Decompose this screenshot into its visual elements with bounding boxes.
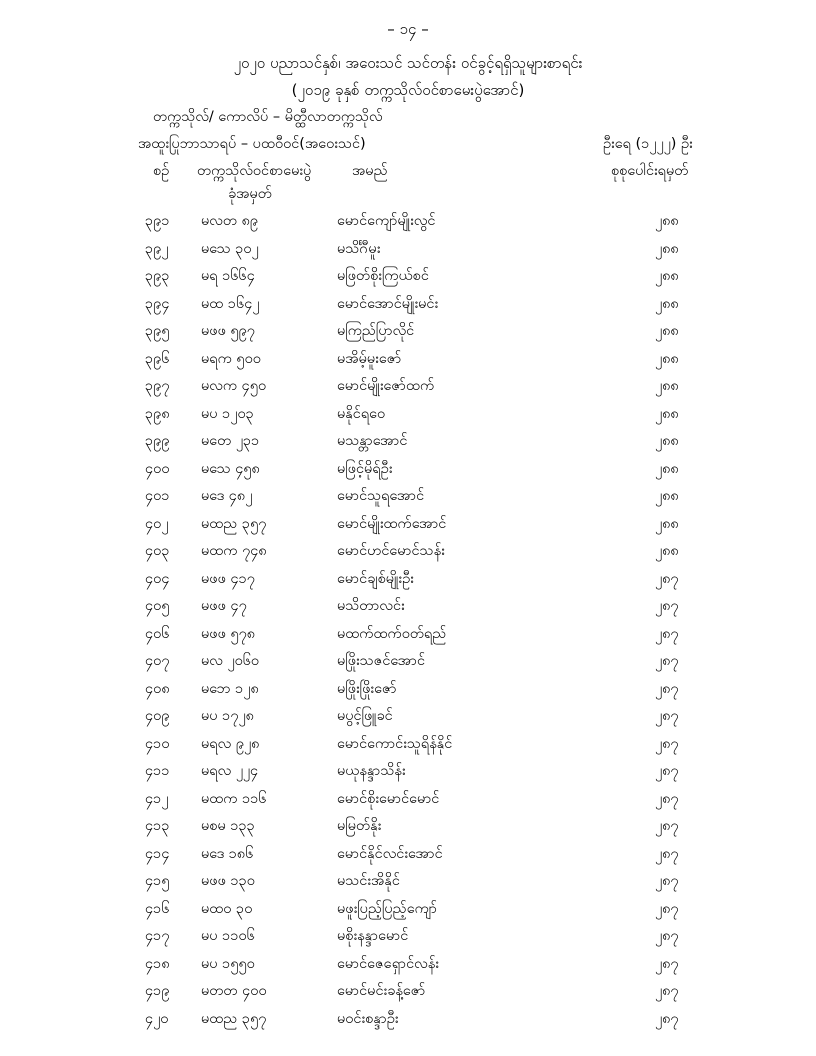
roll-number-cell: မတတ ၄၀၀: [201, 983, 267, 999]
table-row: [0, 707, 816, 735]
name-cell: မောင်အောင်မျိုးမင်း: [337, 295, 439, 312]
roll-number-cell: မလတ ၈၉: [201, 213, 259, 229]
table-row: [0, 845, 816, 873]
name-cell: မောင်မျိုးထက်အောင်: [337, 515, 447, 532]
name-cell: မထက်ထက်ဝတ်ရည်: [337, 625, 447, 642]
serial-cell: ၄၀၅: [145, 598, 170, 614]
name-cell: မအိမ့်မူးဇော်: [337, 350, 402, 367]
roll-number-cell: မဒေ ၄၈၂: [201, 488, 253, 504]
roll-number-cell: မဒေ ၁၈၆: [201, 845, 254, 862]
roll-number-cell: မရက ၅၀၀: [201, 350, 261, 367]
score-cell: ၂၈၇: [655, 570, 679, 587]
serial-cell: ၄၁၂: [145, 790, 169, 807]
name-cell: မောင်ကျော်မျိုးလွင်: [337, 213, 436, 229]
name-cell: မဖြိုးဖြိုးဇော်: [337, 680, 397, 697]
serial-cell: ၄၀၄: [145, 570, 170, 587]
table-row: [0, 927, 816, 955]
table-row: [0, 790, 816, 818]
score-cell: ၂၈၇: [655, 845, 679, 862]
serial-cell: ၃၉၃: [145, 268, 170, 284]
table-row: [0, 405, 816, 433]
score-cell: ၂၈၈: [655, 268, 679, 284]
header-roll-number-line2: ခုံအမှတ်: [228, 186, 272, 202]
score-cell: ၂၈၇: [655, 680, 679, 697]
serial-cell: ၃၉၈: [145, 405, 170, 422]
score-cell: ၂၈၈: [655, 488, 679, 504]
serial-cell: ၄၁၆: [145, 900, 170, 917]
roll-number-cell: မဖဖ ၅၉၇: [201, 323, 255, 339]
table-row: [0, 872, 816, 900]
serial-cell: ၄၀၈: [145, 680, 170, 697]
score-cell: ၂၈၇: [655, 900, 679, 917]
name-cell: မသိင်္ဂီမူး: [337, 240, 381, 257]
table-row: [0, 955, 816, 983]
roll-number-cell: မလက ၄၅၀: [201, 378, 267, 394]
roll-number-cell: မပ ၁၂၀၃: [201, 405, 254, 422]
table-row: [0, 267, 816, 295]
table-row: [0, 982, 816, 1010]
score-cell: ၂၈၈: [655, 323, 679, 339]
score-cell: ၂၈၈: [655, 213, 679, 229]
serial-cell: ၃၉၁: [145, 213, 170, 229]
subject-line: အထူးပြုဘာသာရပ် – ပထဝီဝင်(အဝေးသင်): [138, 136, 366, 152]
table-row: [0, 762, 816, 790]
name-cell: မောင်ဟင်မောင်သန်း: [337, 543, 445, 559]
serial-cell: ၄၀၇: [145, 653, 170, 669]
serial-cell: ၃၉၉: [145, 433, 170, 449]
name-cell: မကြည်ပြာလိုင်: [337, 323, 415, 339]
name-cell: မသင်းအိနိုင်: [337, 873, 400, 889]
serial-cell: ၃၉၆: [145, 350, 170, 367]
name-cell: မောင်မျိုးဇော်ထက်: [337, 378, 435, 394]
table-row: [0, 212, 816, 240]
name-cell: မဖြင့်မိုရ်ဦး: [337, 460, 393, 477]
score-cell: ၂၈၇: [655, 873, 679, 889]
roll-number-cell: မရလ ၂၂၄: [201, 763, 259, 779]
serial-cell: ၄၁၄: [145, 845, 170, 862]
table-row: [0, 432, 816, 460]
roll-number-cell: မပ ၁၇၂၈: [201, 708, 254, 724]
table-row: [0, 735, 816, 763]
score-cell: ၂၈၈: [655, 295, 679, 312]
table-row: [0, 460, 816, 488]
score-cell: ၂၈၇: [655, 598, 679, 614]
table-row: [0, 597, 816, 625]
roll-number-cell: မပ ၁၅၅၀: [201, 955, 255, 972]
name-cell: မောင်မင်းခန့်ဇော်: [337, 983, 426, 999]
roll-number-cell: မထက ၇၄၈: [201, 543, 267, 559]
roll-number-cell: မထက ၁၁၆: [201, 790, 267, 807]
name-cell: မယုနန္ဒာသိန်း: [337, 763, 406, 779]
name-cell: မမြတ်နိုး: [337, 818, 382, 834]
table-row: [0, 680, 816, 708]
serial-cell: ၄၁၃: [145, 818, 170, 834]
roll-number-cell: မဖဖ ၁၃၀: [201, 873, 255, 889]
roll-number-cell: မဖဖ ၄၇: [201, 598, 247, 614]
results-table: [0, 212, 816, 1037]
serial-cell: ၃၉၄: [145, 295, 170, 312]
header-total-score: စုစုပေါင်းရမှတ်: [611, 163, 689, 179]
serial-cell: ၄၀၆: [145, 625, 170, 642]
roll-number-cell: မစမ ၁၃၃: [201, 818, 255, 834]
score-cell: ၂၈၈: [655, 460, 679, 477]
name-cell: မောင်ဇေရှောင်လန်း: [337, 955, 439, 972]
table-row: [0, 515, 816, 543]
roll-number-cell: မတေ ၂၃၁: [201, 433, 260, 449]
header-name: အမည်: [352, 163, 388, 179]
roll-number-cell: မဖဖ ၅၇၈: [201, 625, 256, 642]
score-cell: ၂၈၇: [655, 735, 679, 752]
serial-cell: ၄၀၂: [145, 515, 169, 532]
score-cell: ၂၈၈: [655, 543, 679, 559]
serial-cell: ၄၁၅: [145, 873, 170, 889]
score-cell: ၂၈၇: [655, 763, 679, 779]
score-cell: ၂၈၇: [655, 625, 679, 642]
name-cell: မစိုးနန္ဒာမောင်: [337, 928, 409, 944]
score-cell: ၂၈၇: [655, 790, 679, 807]
serial-cell: ၄၀၉: [145, 708, 170, 724]
serial-cell: ၄၂၀: [145, 1010, 169, 1027]
name-cell: မဖြိုးသဇင်အောင်: [337, 653, 425, 669]
roll-number-cell: မထ ၁၆၄၂: [201, 295, 260, 312]
roll-number-cell: မထည ၃၅၇: [201, 515, 267, 532]
score-cell: ၂၈၇: [655, 1010, 679, 1027]
score-cell: ၂၈၈: [655, 405, 679, 422]
table-row: [0, 1010, 816, 1038]
total-count: ဦးရေ (၁၂၂၂) ဦး: [603, 136, 693, 152]
table-row: [0, 240, 816, 268]
table-row: [0, 322, 816, 350]
document-title: ၂၀၂၀ ပညာသင်နှစ်၊ အဝေးသင် သင်တန်း ဝင်ခွင့်ရရှိသူများစာရင်း: [233, 54, 583, 72]
page-number: – ၁၄ –: [387, 20, 429, 38]
score-cell: ၂၈၈: [655, 350, 679, 367]
name-cell: မဝင်းစန္ဒာဦး: [337, 1010, 399, 1027]
roll-number-cell: မရလ ၉၂၈: [201, 735, 260, 752]
serial-cell: ၄၁၇: [145, 928, 170, 944]
table-row: [0, 487, 816, 515]
roll-number-cell: မပ ၁၁၀၆: [201, 928, 255, 944]
roll-number-cell: မလ ၂၀၆၀: [201, 653, 260, 669]
name-cell: မသိတာလင်း: [337, 598, 405, 614]
serial-cell: ၄၁၉: [145, 983, 170, 999]
table-row: [0, 900, 816, 928]
score-cell: ၂၈၈: [655, 378, 679, 394]
roll-number-cell: မရ ၁၆၆၄: [201, 268, 255, 284]
score-cell: ၂၈၇: [655, 928, 679, 944]
table-row: [0, 652, 816, 680]
serial-cell: ၄၁၁: [145, 763, 170, 779]
score-cell: ၂၈၇: [655, 653, 679, 669]
document-subtitle: (၂၀၁၉ ခုနှစ် တက္ကသိုလ်ဝင်စာမေးပွဲအောင်): [291, 81, 525, 99]
name-cell: မောင်ချစ်မျိုးဦး: [337, 570, 414, 587]
serial-cell: ၄၁၀: [145, 735, 170, 752]
header-serial: စဉ်: [153, 163, 170, 179]
table-row: [0, 542, 816, 570]
name-cell: မောင်သူရအောင်: [337, 488, 425, 504]
serial-cell: ၄၀၃: [145, 543, 170, 559]
serial-cell: ၃၉၂: [145, 240, 169, 257]
name-cell: မဖူးပြည့်ပြည့်ကျော်: [337, 900, 438, 917]
score-cell: ၂၈၈: [655, 433, 679, 449]
name-cell: မပွင့်ဖြူခင်: [337, 708, 393, 724]
name-cell: မသန္တာအောင်: [337, 433, 408, 449]
table-row: [0, 570, 816, 598]
serial-cell: ၄၁၈: [145, 955, 170, 972]
roll-number-cell: မဖဖ ၄၁၇: [201, 570, 255, 587]
table-row: [0, 350, 816, 378]
name-cell: မဖြတ်စိုးကြယ်စင်: [337, 268, 429, 284]
university-line: တက္ကသိုလ်/ ကောလိပ် – မိတ္ထီလာတက္ကသိုလ်: [153, 109, 383, 125]
score-cell: ၂၈၇: [655, 983, 679, 999]
roll-number-cell: မဘေ ၁၂၈: [201, 680, 259, 697]
roll-number-cell: မထည ၃၅၇: [201, 1010, 267, 1027]
name-cell: မောင်နိုင်လင်းအောင်: [337, 845, 443, 862]
roll-number-cell: မသေ ၃၀၂: [201, 240, 259, 257]
serial-cell: ၄၀၀: [145, 460, 170, 477]
table-row: [0, 377, 816, 405]
name-cell: မနိုင်ရဝေ: [337, 405, 386, 422]
header-roll-number: တက္ကသိုလ်ဝင်စာမေးပွဲ: [197, 163, 312, 179]
name-cell: မောင်ကောင်းသူရိန်နိုင်: [337, 735, 453, 752]
score-cell: ၂၈၈: [655, 515, 679, 532]
table-row: [0, 625, 816, 653]
table-row: [0, 295, 816, 323]
score-cell: ၂၈၇: [655, 818, 679, 834]
name-cell: မောင်စိုးမောင်မောင်: [337, 790, 440, 807]
roll-number-cell: မထဝ ၃၀: [201, 900, 253, 917]
serial-cell: ၃၉၅: [145, 323, 170, 339]
serial-cell: ၄၀၁: [145, 488, 170, 504]
roll-number-cell: မသေ ၄၅၈: [201, 460, 260, 477]
score-cell: ၂၈၇: [655, 708, 679, 724]
serial-cell: ၃၉၇: [145, 378, 170, 394]
score-cell: ၂၈၇: [655, 955, 679, 972]
score-cell: ၂၈၈: [655, 240, 679, 257]
table-row: [0, 817, 816, 845]
